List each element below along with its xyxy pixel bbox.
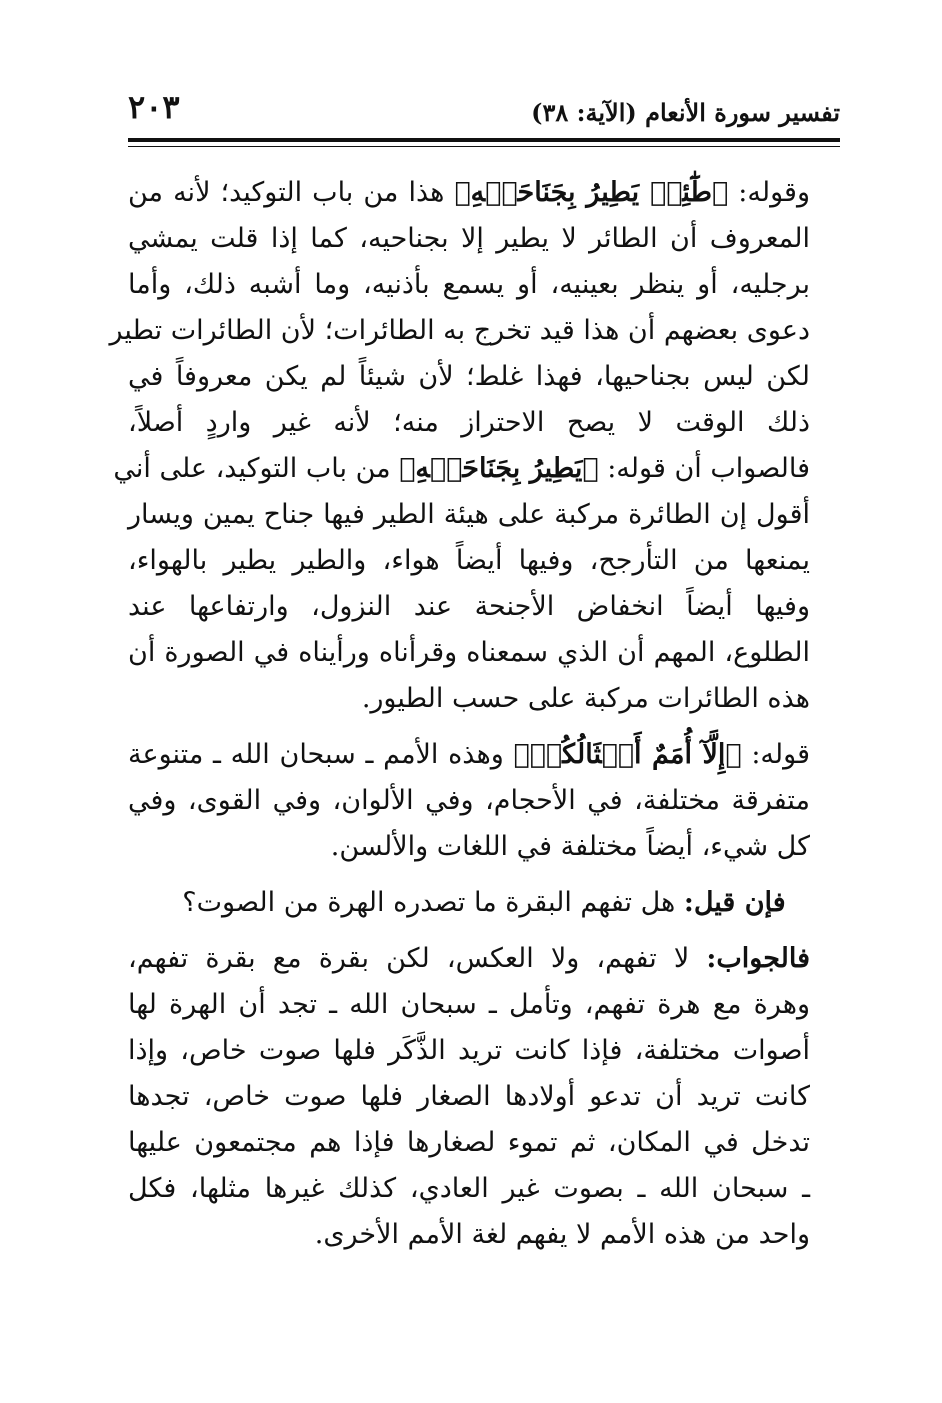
line-text: هل تفهم البقرة ما تصدره الهرة من الصوت؟ [182,887,684,918]
text-line [128,732,810,778]
text-line: المعروف أن الطائر لا يطير إلا بجناحيه، كما إذا قلت يمشي [128,223,810,254]
text-line: كل شيء، أيضاً مختلفة في اللغات والألسن. [330,831,810,862]
page-header [128,88,840,132]
quran-quote: ﴿إِلَّآ أُمَمٌ أَمۡثَالُكُمۚ﴾ [513,739,742,770]
text-line: وهرة مع هرة تفهم، وتأمل ـ سبحان الله ـ تجد أن الهرة لها [128,989,810,1020]
text-line: ـ سبحان الله ـ بصوت غير العادي، كذلك غيرها مثلها، فكل [128,1173,810,1204]
line-text: لا تفهم، ولا العكس، لكن بقرة مع بقرة تفهم، [128,943,707,974]
question-lead: فإن قيل: [683,887,786,918]
text-line [128,170,810,216]
text-line: أقول إن الطائرة مركبة على هيئة الطير فيها جناح يمين ويسار [128,499,810,530]
quran-quote: ﴿طَٰٓئِرٖ يَطِيرُ بِجَنَاحَيۡهِ﴾ [454,177,729,208]
text-line: ذلك الوقت لا يصح الاحتراز منه؛ لأنه غير واردٍ أصلاً، [128,407,810,438]
header-rule-thick [128,138,840,142]
running-title: تفسير سورة الأنعام (الآية: ٣٨) [531,98,840,127]
line-text: فالصواب أن قوله: [598,453,810,484]
text-line: برجليه، أو ينظر بعينيه، أو يسمع بأذنيه، وما أشبه ذلك، وأما [128,269,810,300]
text-line: تدخل في المكان، ثم تموء لصغارها فإذا هم مجتمعون عليها [128,1127,810,1158]
line-text: من باب التوكيد، على أني [113,453,400,484]
text-line: واحد من هذه الأمم لا يفهم لغة الأمم الأخرى. [314,1219,810,1250]
line-text: وقوله: [728,177,811,208]
page-number: ٢٠٣ [128,88,180,126]
text-line: يمنعها من التأرجح، وفيها أيضاً هواء، والطير يطير بالهواء، [128,545,810,576]
paragraph-1 [109,170,840,722]
paragraph-2 [128,732,840,870]
answer-paragraph [128,936,840,1258]
question-paragraph [128,880,840,926]
page-body [109,170,840,1258]
text-line: دعوى بعضهم أن هذا قيد تخرج به الطائرات؛ لأن الطائرات تطير [109,315,810,346]
line-text: قوله: [741,739,810,770]
text-line: وفيها أيضاً انخفاض الأجنحة عند النزول، وارتفاعها عند [128,591,810,622]
text-line [113,446,810,492]
line-text: وهذه الأمم ـ سبحان الله ـ متنوعة [128,739,514,770]
text-line: لكن ليس بجناحيها، فهذا غلط؛ لأن شيئاً لم يكن معروفاً في [128,361,810,392]
answer-lead: فالجواب: [706,943,810,974]
header-rule-thin [128,146,840,147]
text-line [128,880,840,926]
line-text: هذا من باب التوكيد؛ لأنه من [128,177,455,208]
text-line: هذه الطائرات مركبة على حسب الطيور. [361,683,810,714]
text-line: أصوات مختلفة، فإذا كانت تريد الذَّكَر فلها صوت خاص، وإذا [128,1035,810,1066]
quran-quote: ﴿يَطِيرُ بِجَنَاحَيۡهِ﴾ [399,453,599,484]
text-line: كانت تريد أن تدعو أولادها الصغار فلها صوت خاص، تجدها [128,1081,810,1112]
text-line: الطلوع، المهم أن الذي سمعناه وقرأناه ورأيناه في الصورة أن [128,637,810,668]
text-line [128,936,810,982]
text-line: متفرقة مختلفة، في الأحجام، وفي الألوان، وفي القوى، وفي [128,785,810,816]
